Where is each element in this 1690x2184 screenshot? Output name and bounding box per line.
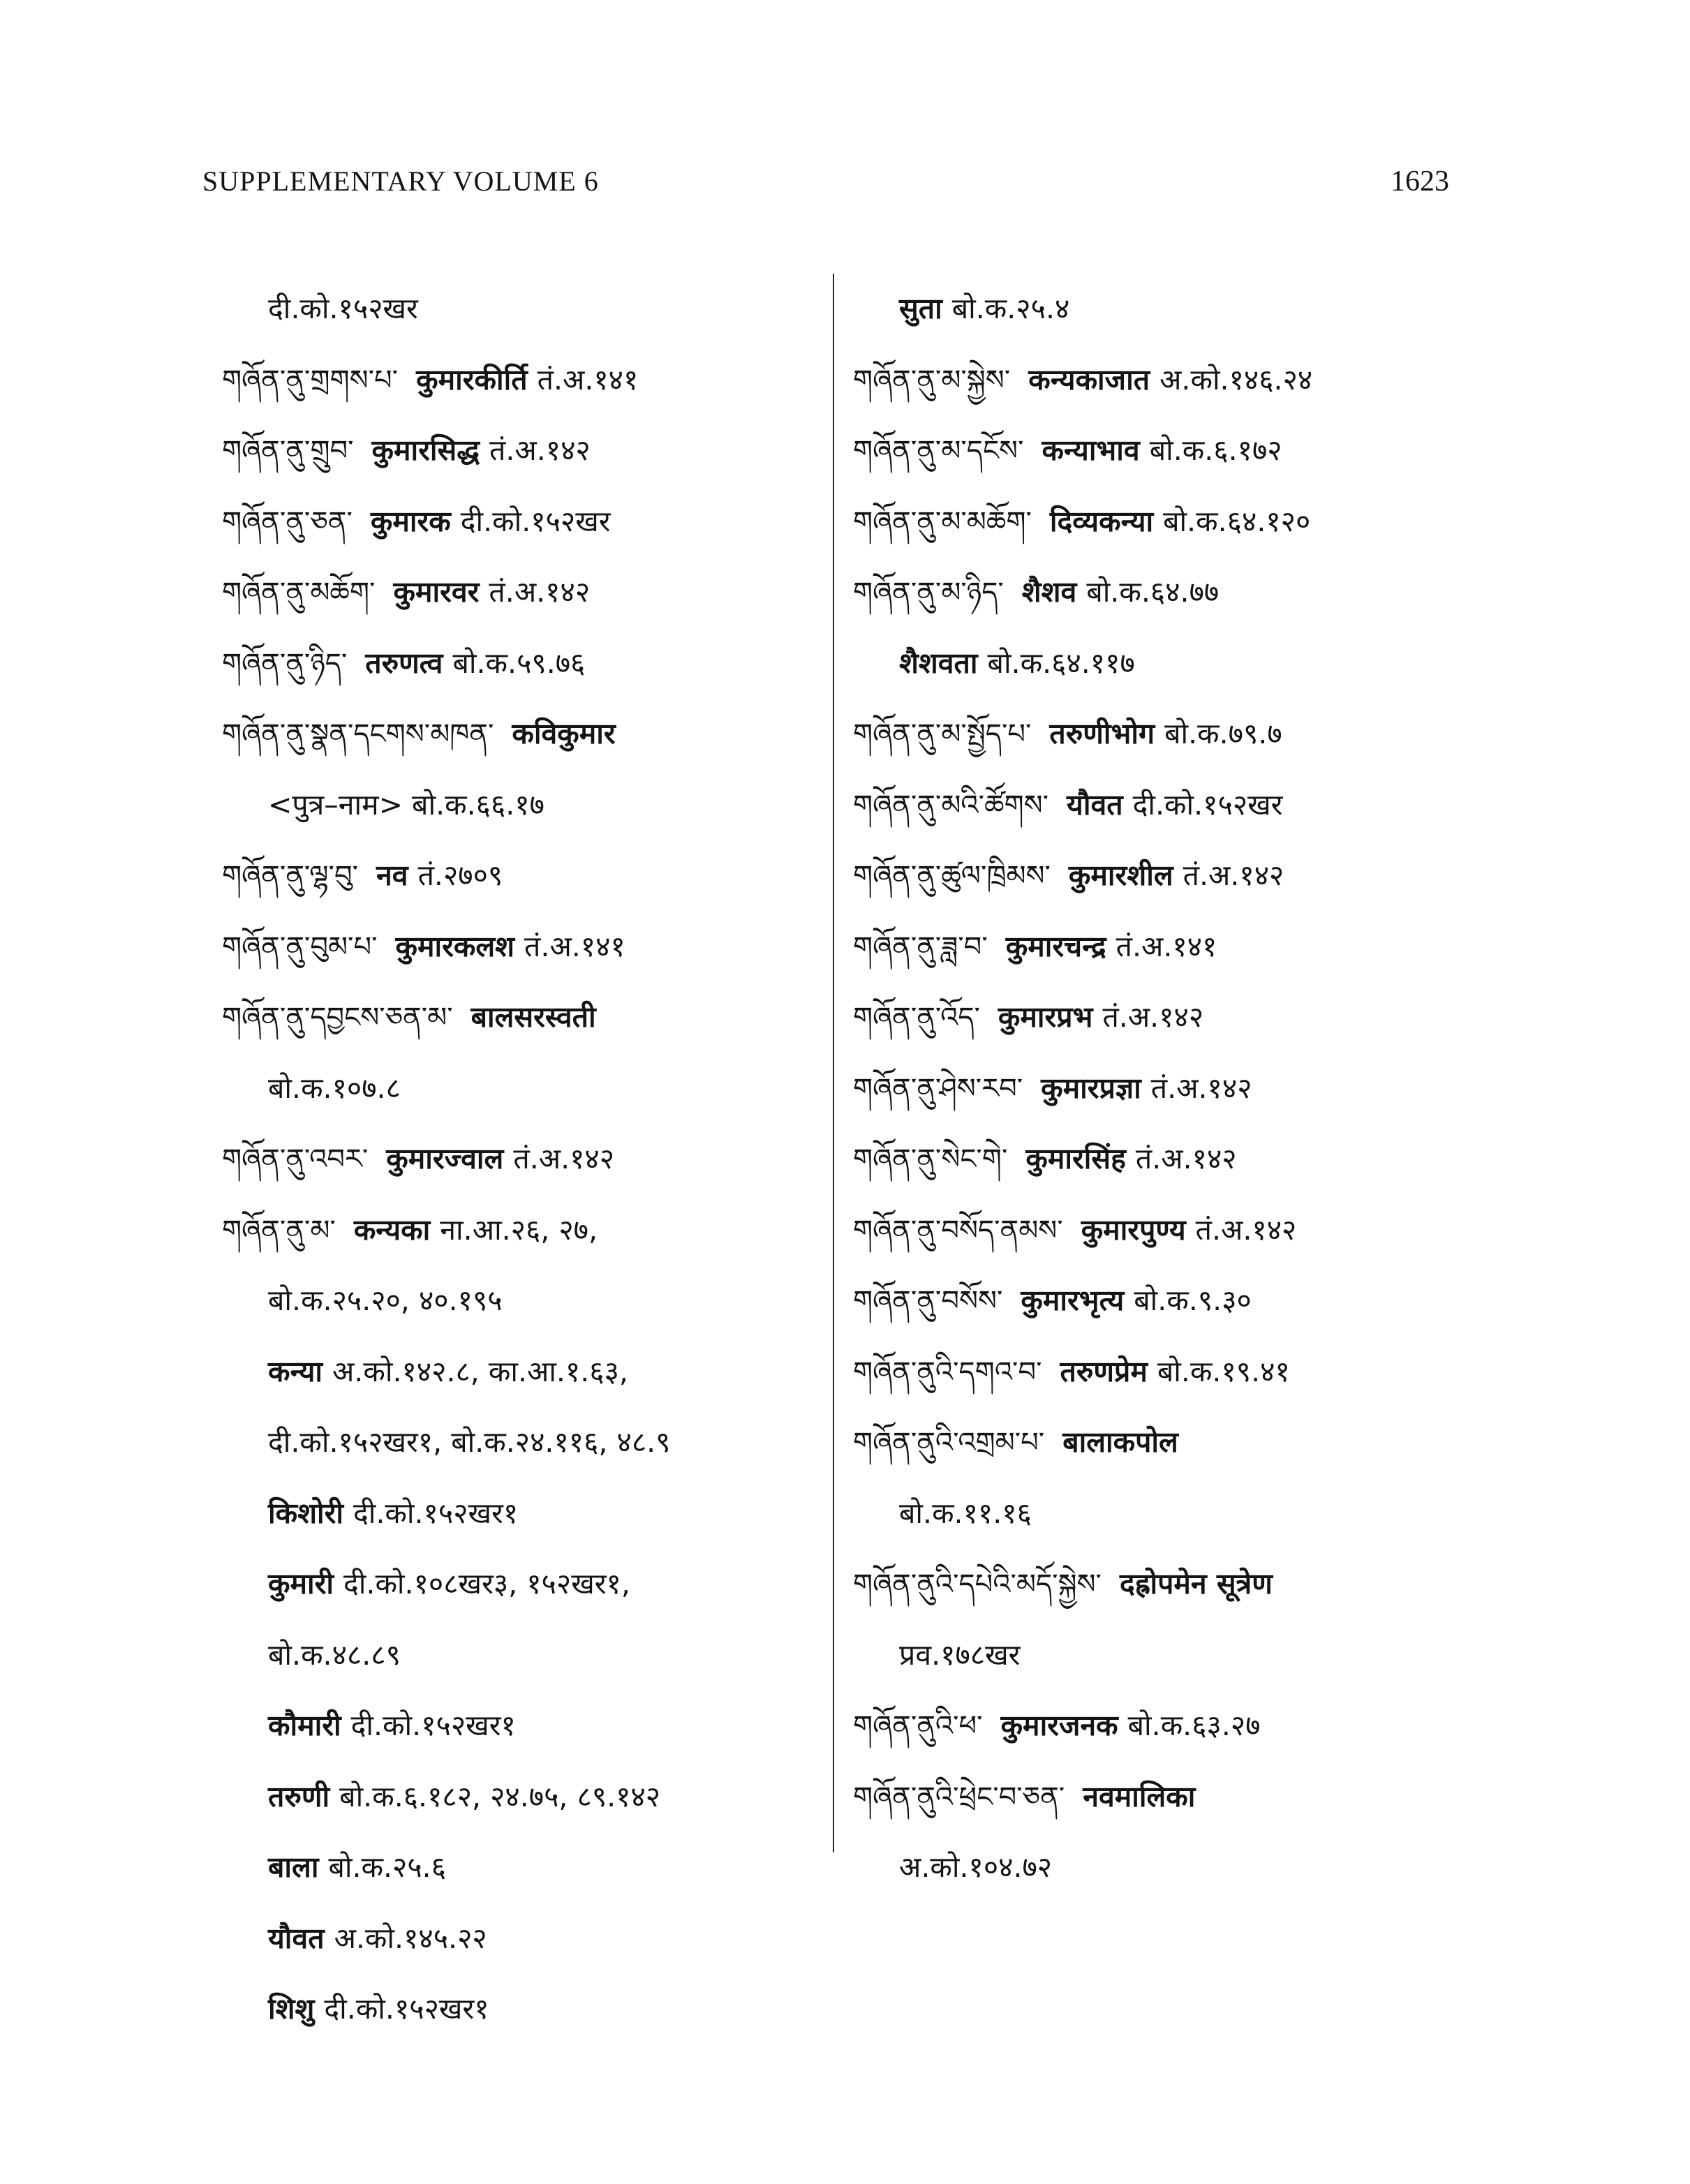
- source-reference: तं.अ.१४२: [1195, 1212, 1297, 1247]
- source-reference: दी.को.१५२खर: [460, 504, 611, 538]
- tibetan-headword: གཞོན་ནུའི་ཕ་: [853, 1710, 983, 1742]
- tibetan-headword: གཞོན་ནུ་ཅན་: [222, 505, 353, 538]
- source-reference: दी.को.१५२खर: [1132, 787, 1283, 822]
- sanskrit-equivalent: कुमारसिंह: [1025, 1142, 1126, 1175]
- entry-line: [853, 770, 1460, 841]
- source-reference: तं.२७०९: [417, 859, 503, 892]
- entry-line: [222, 345, 822, 416]
- source-reference: अ.को.१४२.८, का.आ.१.६३,: [332, 1354, 628, 1388]
- sanskrit-equivalent: नवमालिका: [1083, 1779, 1196, 1813]
- column-divider: [833, 274, 834, 1852]
- right-column: [853, 274, 1460, 1903]
- sanskrit-equivalent: कुमारप्रज्ञा: [1041, 1071, 1141, 1105]
- sanskrit-equivalent: कुमारी: [268, 1567, 334, 1600]
- sanskrit-equivalent: शैशवता: [899, 646, 978, 680]
- tibetan-headword: གཞོན་ནུ་བསོད་ནམས་: [853, 1214, 1063, 1247]
- source-reference: तं.अ.१४२: [489, 575, 591, 609]
- entry-line: [853, 1549, 1460, 1620]
- tibetan-headword: གཞོན་ནུ་མའི་ཚོགས་: [853, 789, 1049, 822]
- source-reference: अ.को.१४६.२४: [1159, 362, 1313, 396]
- entry-line: [222, 1478, 822, 1550]
- source-reference: बो.क.६४.१२०: [1163, 504, 1311, 538]
- source-reference: बो.क.२५.६: [328, 1850, 447, 1884]
- source-reference: दी.को.१०८खर३, १५२खर१,: [343, 1567, 630, 1600]
- entry-line: [222, 982, 822, 1053]
- tibetan-headword: གཞོན་ནུའི་ཕྲེང་བ་ཅན་: [853, 1781, 1065, 1813]
- source-reference: बो.क.४८.८९: [268, 1637, 401, 1672]
- source-reference: दी.को.१५२खर: [268, 292, 418, 325]
- tibetan-headword: གཞོན་ནུ་གྲགས་པ་: [222, 364, 399, 396]
- sanskrit-equivalent: शैशव: [1021, 575, 1077, 609]
- source-reference: अ.को.१४५.२२: [334, 1921, 487, 1955]
- sanskrit-equivalent: कन्याभाव: [1042, 433, 1140, 467]
- source-reference: तं.अ.१४२: [1102, 1000, 1204, 1034]
- sanskrit-equivalent: कौमारी: [268, 1709, 341, 1742]
- sanskrit-equivalent: तरुणी: [268, 1779, 330, 1813]
- sanskrit-equivalent: कुमारचन्द्र: [1005, 929, 1106, 963]
- tibetan-headword: གཞོན་ནུའི་དཔེའི་མདོ་སྐྱེས་: [853, 1568, 1102, 1600]
- tibetan-headword: གཞོན་ནུ་སེང་གེ་: [853, 1143, 1008, 1175]
- tibetan-headword: གཞོན་ནུ་མ་མཆོག་: [853, 505, 1032, 538]
- source-reference: दी.को.१५२खर१: [324, 1992, 489, 2026]
- tibetan-headword: གཞོན་ནུ་མ་ཉིད་: [853, 577, 1004, 609]
- source-reference: बो.क.६.१७२: [1149, 433, 1282, 467]
- tibetan-headword: གཞོན་ནུ་ཉིད་: [222, 647, 348, 680]
- source-reference: तं.अ.१४२: [1183, 859, 1284, 892]
- sanskrit-equivalent: कुमारकीर्ति: [416, 362, 528, 396]
- source-reference: तं.अ.१४२: [489, 433, 591, 467]
- entry-line: [853, 628, 1460, 699]
- sanskrit-equivalent: तरुणत्व: [365, 646, 443, 680]
- entry-line: [853, 1407, 1460, 1478]
- source-reference: तं.अ.१४१: [1115, 929, 1217, 963]
- sanskrit-equivalent: कुमारशील: [1068, 859, 1173, 892]
- sanskrit-equivalent: यौवत: [268, 1921, 325, 1955]
- tibetan-headword: གཞོན་ནུ་མ་དངོས་: [853, 435, 1024, 467]
- source-reference: बो.क.५९.७६: [452, 646, 586, 680]
- running-head: SUPPLEMENTARY VOLUME 6: [202, 165, 599, 197]
- source-reference: बो.क.७९.७: [1164, 717, 1282, 750]
- entry-line: [222, 1337, 822, 1408]
- entry-line: [222, 912, 822, 983]
- sanskrit-equivalent: दिव्यकन्या: [1049, 504, 1154, 538]
- entry-line: [222, 557, 822, 628]
- entry-line: [222, 1832, 822, 1903]
- source-reference: बो.क.२५.२०, ४०.१९५: [268, 1284, 503, 1317]
- sanskrit-equivalent: कुमारकलश: [395, 929, 515, 963]
- tibetan-headword: གཞོན་ནུའི་དགའ་བ་: [853, 1355, 1042, 1388]
- tibetan-headword: གཞོན་ནུ་གྲུབ་: [222, 435, 354, 467]
- sanskrit-equivalent: बालसरस्वती: [470, 1000, 596, 1034]
- tibetan-headword: གཞོན་ནུ་དབྱངས་ཅན་མ་: [222, 1002, 453, 1034]
- sanskrit-equivalent: शिशु: [268, 1992, 315, 2026]
- entry-line: [222, 770, 822, 841]
- source-reference: बो.क.१०७.८: [268, 1071, 401, 1105]
- entry-line: [222, 415, 822, 486]
- sanskrit-equivalent: यौवत: [1067, 787, 1123, 822]
- tibetan-headword: གཞོན་ནུ་འོད་: [853, 1002, 980, 1034]
- entry-line: [853, 699, 1460, 770]
- source-reference: बो.क.६३.२७: [1127, 1709, 1261, 1742]
- sanskrit-equivalent: कुमारप्रभ: [998, 1000, 1093, 1034]
- tibetan-headword: གཞོན་ནུ་མཆོག་: [222, 577, 376, 609]
- entry-line: [853, 1478, 1460, 1550]
- tibetan-headword: གཞོན་ནུ་ཟླ་བ་: [853, 930, 988, 963]
- entry-line: [222, 1124, 822, 1195]
- entry-line: [853, 1337, 1460, 1408]
- sanskrit-equivalent: कन्या: [268, 1354, 323, 1388]
- tibetan-headword: གཞོན་ནུ་སྣན་དངགས་མཁན་: [222, 718, 494, 750]
- entry-line: [222, 840, 822, 912]
- sanskrit-equivalent: कुमारक: [370, 504, 451, 538]
- entry-line: [853, 486, 1460, 558]
- sanskrit-equivalent: सुता: [899, 292, 942, 325]
- entry-line: [222, 1691, 822, 1762]
- source-reference: बो.क.२५.४: [951, 292, 1070, 325]
- sanskrit-equivalent: कुमारभृत्य: [1021, 1284, 1125, 1317]
- entry-line: [853, 557, 1460, 628]
- entry-line: [853, 1691, 1460, 1762]
- entry-line: [222, 1762, 822, 1833]
- entry-line: [853, 982, 1460, 1053]
- sanskrit-equivalent: कुमारवर: [393, 575, 480, 609]
- source-reference: दी.को.१५२खर१: [350, 1709, 516, 1742]
- page-number: 1623: [1391, 165, 1449, 198]
- source-reference: प्रव.१७८खर: [899, 1637, 1021, 1672]
- entry-line: [222, 1549, 822, 1620]
- entry-line: [222, 1053, 822, 1124]
- entry-line: [853, 840, 1460, 912]
- sanskrit-equivalent: कविकुमार: [512, 717, 616, 750]
- source-reference: बो.क.१९.४१: [1157, 1354, 1290, 1388]
- source-reference: तं.अ.१४२: [1135, 1142, 1237, 1175]
- tibetan-headword: གཞོན་ནུ་བསོས་: [853, 1285, 1003, 1317]
- entry-line: [222, 1620, 822, 1691]
- source-reference: बो.क.११.१६: [899, 1496, 1032, 1530]
- source-reference: दी.को.१५२खर१, बो.क.२४.११६, ४८.९: [268, 1425, 671, 1459]
- source-reference: दी.को.१५२खर१: [353, 1496, 519, 1530]
- source-reference: बो.क.६४.११७: [987, 646, 1135, 680]
- entry-line: [853, 1620, 1460, 1691]
- source-reference: ना.आ.२६, २७,: [440, 1212, 598, 1247]
- tibetan-headword: གཞོན་ནུ་ལྷ་བུ་: [222, 860, 358, 892]
- sanskrit-equivalent: बालाकपोल: [1062, 1425, 1178, 1459]
- entry-line: [222, 1265, 822, 1337]
- entry-line: [222, 1407, 822, 1478]
- entry-line: [222, 1903, 822, 1975]
- source-reference: बो.क.६४.७७: [1086, 575, 1220, 609]
- source-reference: तं.अ.१४१: [524, 929, 625, 963]
- sanskrit-equivalent: दह्रोपमेन सूत्रेण: [1119, 1567, 1273, 1600]
- entry-line: [853, 1265, 1460, 1337]
- sanskrit-equivalent: कुमारज्वाल: [386, 1142, 504, 1175]
- sanskrit-equivalent: कुमारसिद्ध: [371, 433, 480, 467]
- sanskrit-equivalent: बाला: [268, 1850, 319, 1884]
- entry-line: [853, 1124, 1460, 1195]
- sanskrit-equivalent: तरुणप्रेम: [1060, 1354, 1148, 1388]
- entry-line: [853, 345, 1460, 416]
- source-reference: तं.अ.१४१: [537, 362, 639, 396]
- source-reference: बो.क.६.१८२, २४.७५, ८९.१४२: [339, 1779, 661, 1813]
- tibetan-headword: གཞོན་ནུ་མ་སྐྱེས་: [853, 364, 1011, 396]
- source-reference: अ.को.१०४.७२: [899, 1850, 1053, 1884]
- entry-line: [222, 1195, 822, 1266]
- entry-line: [222, 628, 822, 699]
- tibetan-headword: གཞོན་ནུ་ཚུལ་ཁྲིམས་: [853, 860, 1051, 892]
- tibetan-headword: གཞོན་ནུ་མ་: [222, 1214, 336, 1247]
- source-reference: बो.क.९.३०: [1134, 1284, 1252, 1317]
- entry-line: [853, 1053, 1460, 1124]
- sanskrit-equivalent: कुमारजनक: [1000, 1709, 1118, 1742]
- entry-line: [853, 1762, 1460, 1833]
- sanskrit-equivalent: कन्यका: [353, 1212, 431, 1247]
- source-reference: तं.अ.१४२: [513, 1142, 615, 1175]
- source-reference: <पुत्र–नाम> बो.क.६६.१७: [268, 787, 544, 822]
- sanskrit-equivalent: कन्यकाजात: [1028, 362, 1150, 396]
- sanskrit-equivalent: किशोरी: [268, 1496, 343, 1530]
- tibetan-headword: གཞོན་ནུ་མ་སྤྱོད་པ་: [853, 718, 1032, 750]
- tibetan-headword: གཞོན་ནུ་འབར་: [222, 1143, 369, 1175]
- entry-line: [853, 274, 1460, 345]
- entry-line: [853, 1832, 1460, 1903]
- entry-line: [222, 274, 822, 345]
- tibetan-headword: གཞོན་ནུ་བུམ་པ་: [222, 930, 378, 963]
- sanskrit-equivalent: तरुणीभोग: [1049, 717, 1155, 750]
- entry-line: [222, 1974, 822, 2045]
- sanskrit-equivalent: कुमारपुण्य: [1081, 1212, 1186, 1247]
- entry-line: [222, 699, 822, 770]
- entry-line: [853, 1195, 1460, 1266]
- left-column: [222, 274, 822, 2045]
- entry-line: [853, 912, 1460, 983]
- tibetan-headword: གཞོན་ནུའི་འགྲམ་པ་: [853, 1427, 1045, 1459]
- tibetan-headword: གཞོན་ནུ་ཤེས་རབ་: [853, 1072, 1023, 1105]
- entry-line: [853, 415, 1460, 486]
- entry-line: [222, 486, 822, 558]
- sanskrit-equivalent: नव: [376, 859, 408, 892]
- source-reference: तं.अ.१४२: [1150, 1071, 1252, 1105]
